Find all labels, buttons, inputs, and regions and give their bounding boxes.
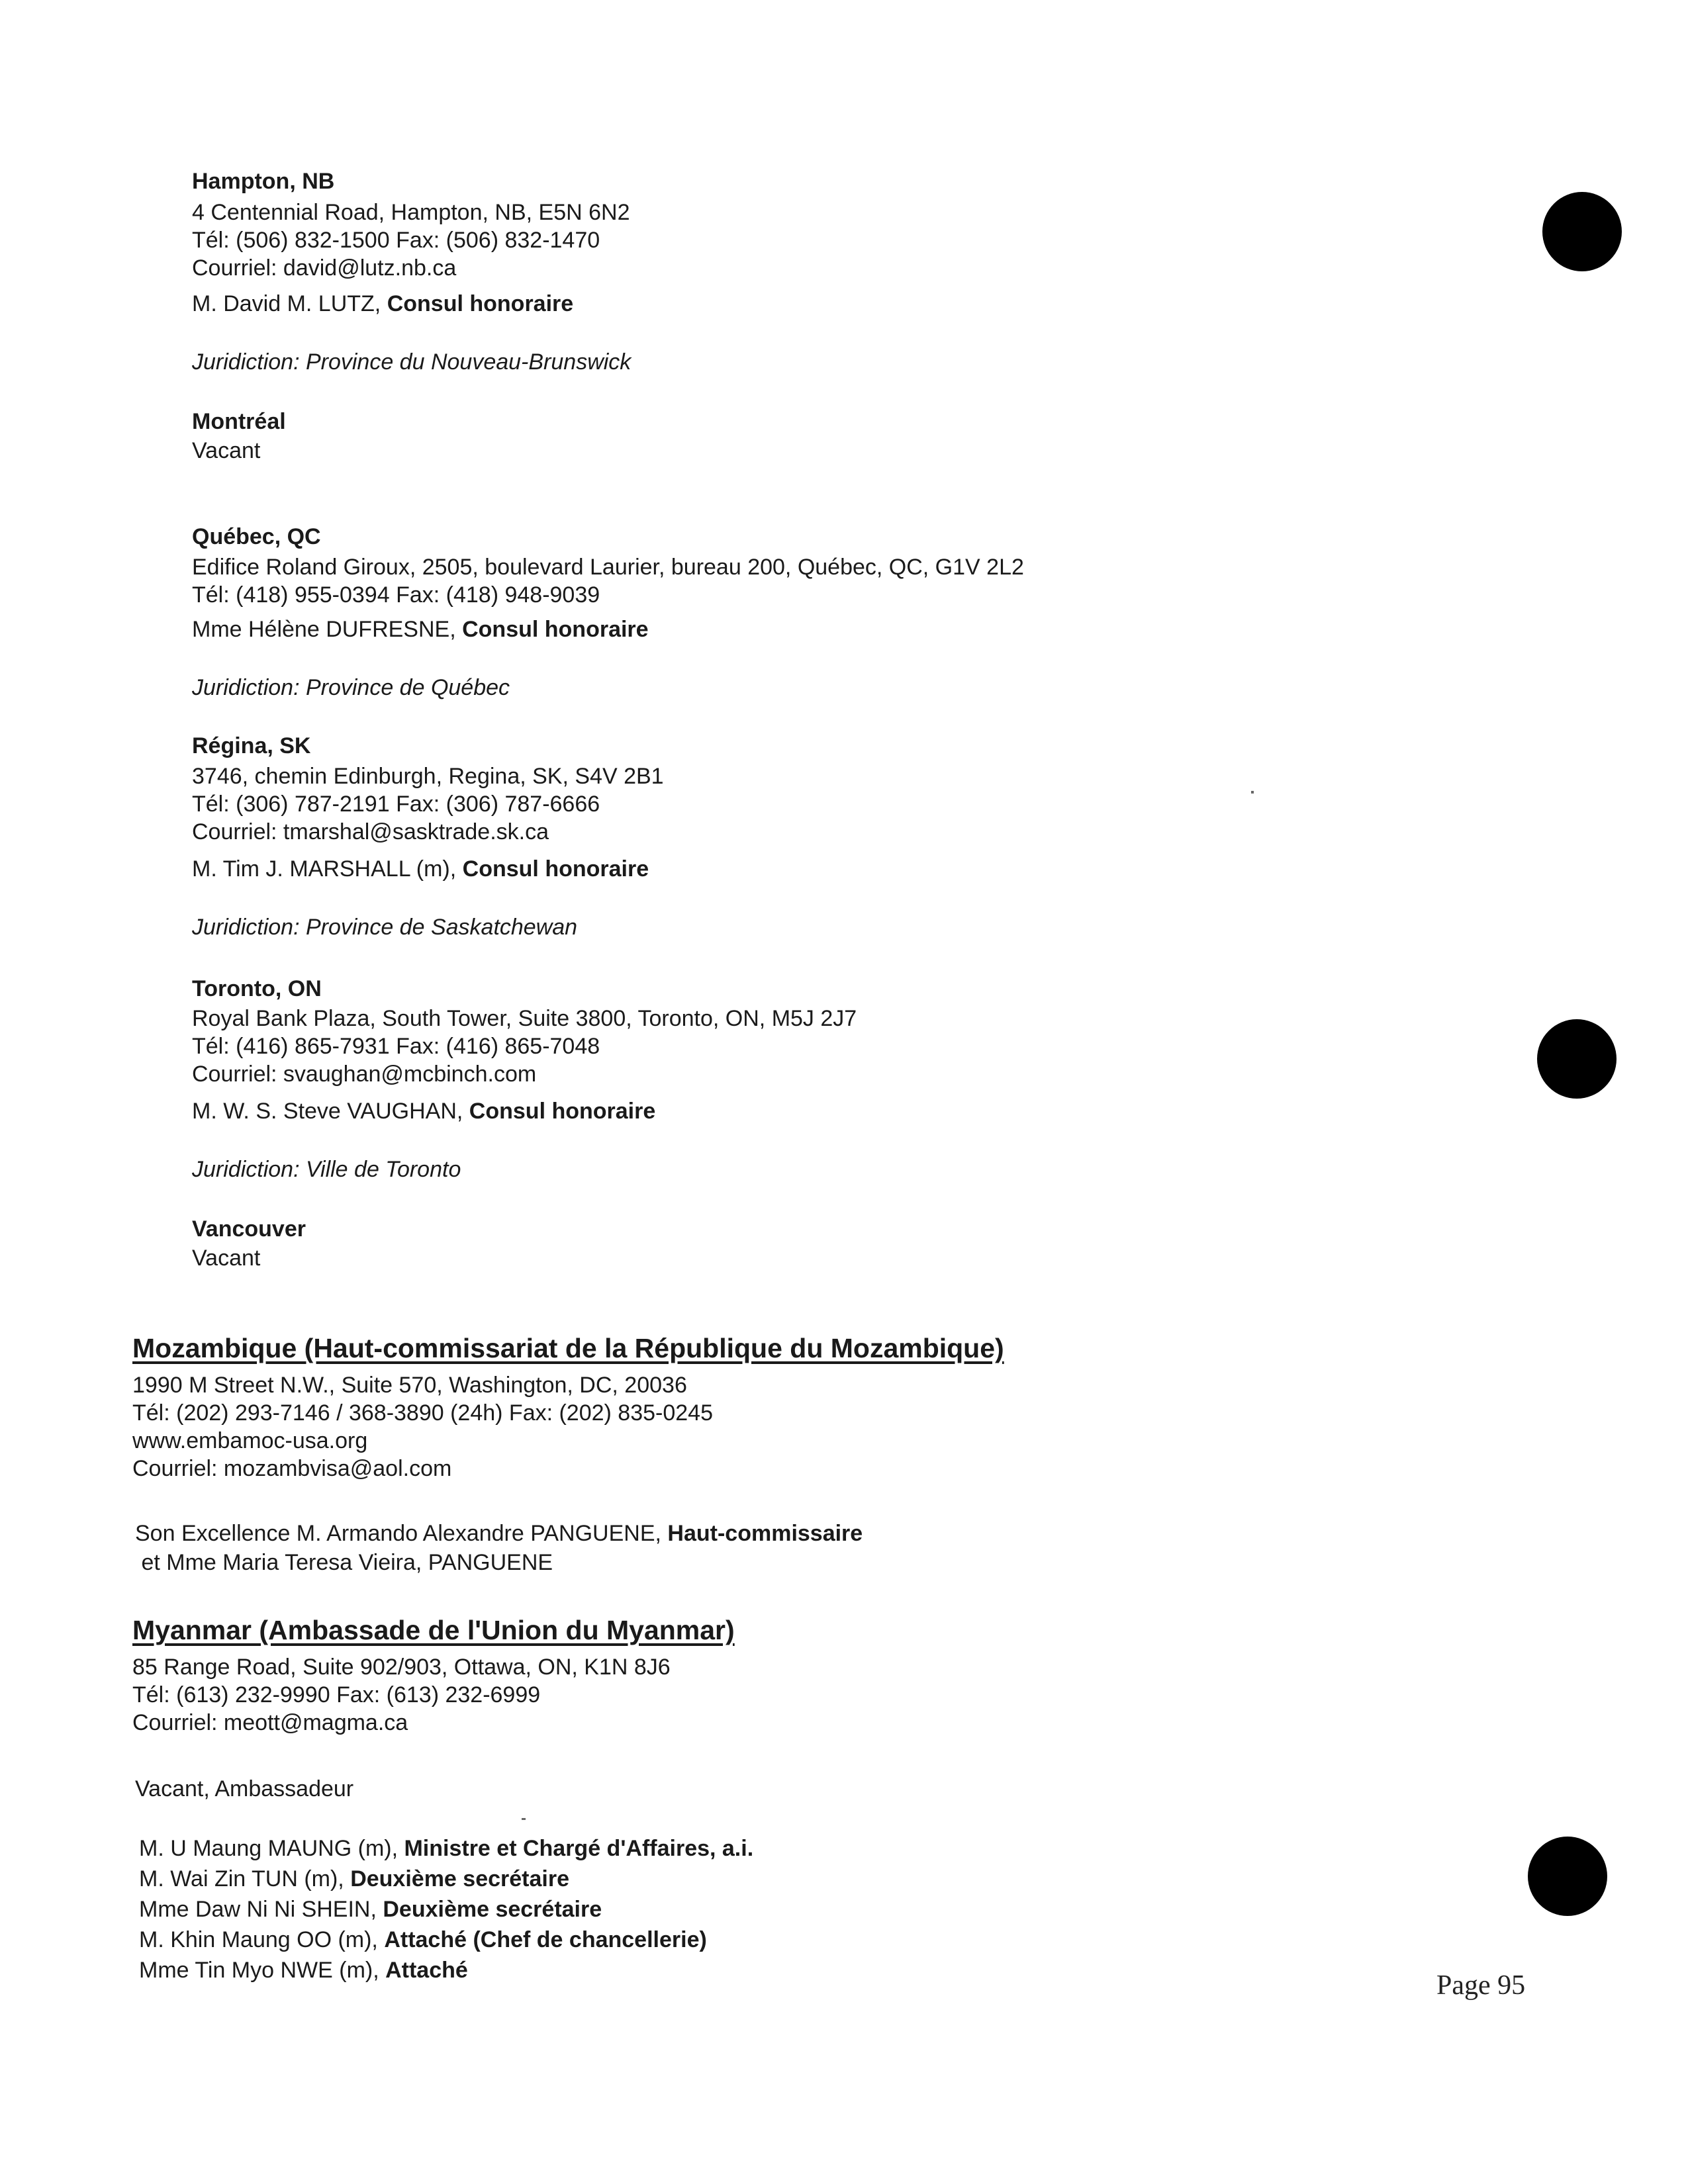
address-line: 3746, chemin Edinburgh, Regina, SK, S4V 2B1 xyxy=(192,764,664,789)
head-of-mission xyxy=(135,1520,863,1547)
consulate-status: Vacant xyxy=(192,1246,261,1271)
person-title: Ministre et Chargé d'Affaires, a.i. xyxy=(404,1836,754,1861)
email-line: Courriel: david@lutz.nb.ca xyxy=(192,255,457,281)
scan-speck xyxy=(1251,791,1254,794)
scan-speck xyxy=(522,1818,526,1820)
consul-person xyxy=(192,615,649,643)
email-line: Courriel: mozambvisa@aol.com xyxy=(132,1456,452,1481)
country-heading: Mozambique (Haut-commissariat de la République du Mozambique) xyxy=(132,1333,1004,1363)
country-heading: Myanmar (Ambassade de l'Union du Myanmar) xyxy=(132,1615,735,1645)
consul-person xyxy=(192,290,573,318)
consulate-city: Québec, QC xyxy=(192,524,321,549)
person-name: M. Wai Zin TUN (m), xyxy=(139,1866,351,1891)
jurisdiction: Juridiction: Province du Nouveau-Brunswick xyxy=(192,349,632,375)
consulate-status: Vacant xyxy=(192,438,261,463)
jurisdiction: Juridiction: Province de Québec xyxy=(192,675,510,700)
person-title: Consul honoraire xyxy=(462,617,649,642)
punch-hole-middle xyxy=(1537,1019,1617,1099)
person-title: Consul honoraire xyxy=(469,1099,656,1124)
consulate-city: Vancouver xyxy=(192,1216,306,1242)
address-line: 4 Centennial Road, Hampton, NB, E5N 6N2 xyxy=(192,200,630,225)
phone-line: Tél: (416) 865-7931 Fax: (416) 865-7048 xyxy=(192,1034,600,1059)
person-name: Son Excellence M. Armando Alexandre PANGUENE, xyxy=(135,1521,668,1546)
staff-member xyxy=(139,1835,753,1862)
consul-person xyxy=(192,1097,655,1125)
email-line: Courriel: svaughan@mcbinch.com xyxy=(192,1062,537,1087)
ambassador-line: Vacant, Ambassadeur xyxy=(135,1776,354,1801)
punch-hole-top xyxy=(1542,192,1622,271)
person-name: M. David M. LUTZ, xyxy=(192,291,387,316)
person-title: Consul honoraire xyxy=(387,291,574,316)
consul-person xyxy=(192,855,649,883)
jurisdiction: Juridiction: Province de Saskatchewan xyxy=(192,915,578,940)
address-line: Royal Bank Plaza, South Tower, Suite 3800, Toronto, ON, M5J 2J7 xyxy=(192,1006,857,1031)
person-title: Attaché (Chef de chancellerie) xyxy=(384,1927,707,1952)
person-name: M. U Maung MAUNG (m), xyxy=(139,1836,404,1861)
spouse-line: et Mme Maria Teresa Vieira, PANGUENE xyxy=(135,1550,553,1575)
staff-member xyxy=(139,1865,569,1893)
person-title: Deuxième secrétaire xyxy=(350,1866,569,1891)
address-line: 85 Range Road, Suite 902/903, Ottawa, ON, K1N 8J6 xyxy=(132,1655,671,1680)
staff-member xyxy=(139,1926,707,1954)
phone-line: Tél: (418) 955-0394 Fax: (418) 948-9039 xyxy=(192,582,600,608)
jurisdiction: Juridiction: Ville de Toronto xyxy=(192,1157,461,1182)
person-name: Mme Tin Myo NWE (m), xyxy=(139,1958,386,1983)
consulate-city: Régina, SK xyxy=(192,733,311,758)
phone-line: Tél: (613) 232-9990 Fax: (613) 232-6999 xyxy=(132,1682,541,1707)
punch-hole-bottom xyxy=(1528,1837,1607,1916)
person-name: Mme Daw Ni Ni SHEIN, xyxy=(139,1897,383,1922)
consulate-city: Toronto, ON xyxy=(192,976,322,1001)
consulate-city: Hampton, NB xyxy=(192,169,335,194)
email-line: Courriel: tmarshal@sasktrade.sk.ca xyxy=(192,819,549,844)
email-line: Courriel: meott@magma.ca xyxy=(132,1710,408,1735)
person-name: M. W. S. Steve VAUGHAN, xyxy=(192,1099,469,1124)
phone-line: Tél: (202) 293-7146 / 368-3890 (24h) Fax: (202) 835-0245 xyxy=(132,1400,713,1426)
address-line: Edifice Roland Giroux, 2505, boulevard Laurier, bureau 200, Québec, QC, G1V 2L2 xyxy=(192,555,1024,580)
person-title: Deuxième secrétaire xyxy=(383,1897,602,1922)
person-title: Consul honoraire xyxy=(462,856,649,882)
person-name: M. Tim J. MARSHALL (m), xyxy=(192,856,463,882)
page-number: Page 95 xyxy=(1436,1970,1526,2001)
staff-member xyxy=(139,1895,602,1923)
phone-line: Tél: (306) 787-2191 Fax: (306) 787-6666 xyxy=(192,792,600,817)
address-line: 1990 M Street N.W., Suite 570, Washington, DC, 20036 xyxy=(132,1373,687,1398)
staff-member xyxy=(139,1956,468,1984)
person-title: Attaché xyxy=(385,1958,468,1983)
person-name: Mme Hélène DUFRESNE, xyxy=(192,617,463,642)
website-line: www.embamoc-usa.org xyxy=(132,1428,368,1453)
consulate-city: Montréal xyxy=(192,409,286,434)
person-name: M. Khin Maung OO (m), xyxy=(139,1927,385,1952)
phone-line: Tél: (506) 832-1500 Fax: (506) 832-1470 xyxy=(192,228,600,253)
person-title: Haut-commissaire xyxy=(667,1521,863,1546)
